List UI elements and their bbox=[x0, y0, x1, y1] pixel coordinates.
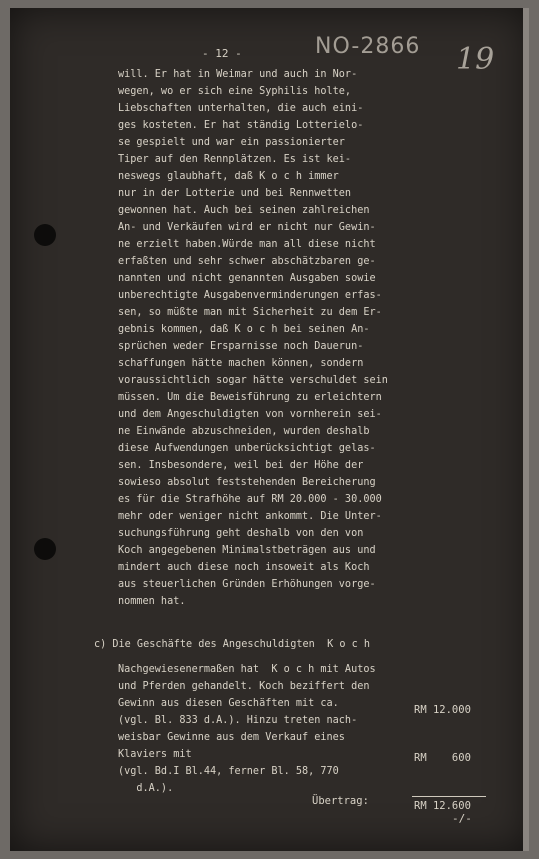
document-page bbox=[10, 8, 529, 851]
text-line: weisbar Gewinne aus dem Verkauf eines bbox=[118, 732, 345, 743]
amount-klavier: RM 600 bbox=[414, 752, 471, 764]
text-line: es für die Strafhöhe auf RM 20.000 - 30.000 bbox=[118, 494, 382, 505]
text-line: unberechtigte Ausgabenverminderungen erfas- bbox=[118, 290, 382, 301]
text-line: gebnis kommen, daß K o c h bei seinen An- bbox=[118, 324, 370, 335]
uebertrag-amount: RM 12.600 bbox=[414, 800, 471, 812]
page-number: - 12 - bbox=[202, 47, 242, 60]
text-line: aus steuerlichen Gründen Erhöhungen vorge- bbox=[118, 579, 376, 590]
text-line: sen, so müßte man mit Sicherheit zu dem Er- bbox=[118, 307, 382, 318]
text-line: will. Er hat in Weimar und auch in Nor- bbox=[118, 69, 358, 80]
text-line: gewonnen hat. Auch bei seinen zahlreichen bbox=[118, 205, 370, 216]
text-line: (vgl. Bd.I Bl.44, ferner Bl. 58, 770 bbox=[118, 766, 339, 777]
page-edge bbox=[523, 8, 529, 851]
text-line: sprüchen weder Ersparnisse noch Dauerun- bbox=[118, 341, 364, 352]
text-line: müssen. Um die Beweisführung zu erleichtern bbox=[118, 392, 382, 403]
body-paragraph bbox=[118, 66, 388, 610]
amount-autos-pferde: RM 12.000 bbox=[414, 704, 471, 716]
text-line: suchungsführung geht deshalb von den von bbox=[118, 528, 364, 539]
text-line: ne Einwände abzuschneiden, wurden deshalb bbox=[118, 426, 370, 437]
text-line: Liebschaften unterhalten, die auch eini- bbox=[118, 103, 364, 114]
text-line: Nachgewiesenermaßen hat K o c h mit Autos bbox=[118, 664, 376, 675]
text-line: voraussichtlich sogar hätte verschuldet sein bbox=[118, 375, 388, 386]
text-line: wegen, wo er sich eine Syphilis holte, bbox=[118, 86, 352, 97]
text-line: (vgl. Bl. 833 d.A.). Hinzu treten nach- bbox=[118, 715, 358, 726]
sum-rule bbox=[412, 796, 486, 797]
text-line: Tiper auf den Rennplätzen. Es ist kei- bbox=[118, 154, 352, 165]
uebertrag-dash: -/- bbox=[452, 812, 472, 825]
text-line: diese Aufwendungen unberücksichtigt gelas- bbox=[118, 443, 376, 454]
handwritten-folio-number: 19 bbox=[456, 42, 495, 77]
text-line: ne erzielt haben.Würde man all diese nicht bbox=[118, 239, 376, 250]
text-line: se gespielt und war ein passionierter bbox=[118, 137, 345, 148]
text-line: neswegs glaubhaft, daß K o c h immer bbox=[118, 171, 339, 182]
text-line: Koch angegebenen Minimalstbeträgen aus und bbox=[118, 545, 376, 556]
section-c-paragraph bbox=[118, 661, 376, 797]
text-line: Gewinn aus diesen Geschäften mit ca. bbox=[118, 698, 339, 709]
text-line: schaffungen hätte machen können, sondern bbox=[118, 358, 364, 369]
punch-hole-top bbox=[34, 224, 56, 246]
text-line: und dem Angeschuldigten von vornherein sei- bbox=[118, 409, 382, 420]
text-line: nommen hat. bbox=[118, 596, 186, 607]
punch-hole-bottom bbox=[34, 538, 56, 560]
text-line: d.A.). bbox=[118, 783, 174, 794]
text-line: mindert auch diese noch insoweit als Koch bbox=[118, 562, 370, 573]
text-line: ges kosteten. Er hat ständig Lotterielo- bbox=[118, 120, 364, 131]
text-line: nannten und nicht genannten Ausgaben sowie bbox=[118, 273, 376, 284]
section-c-heading: c) Die Geschäfte des Angeschuldigten K o c h bbox=[94, 639, 371, 650]
text-line: mehr oder weniger nicht ankommt. Die Unter- bbox=[118, 511, 382, 522]
text-line: nur in der Lotterie und bei Rennwetten bbox=[118, 188, 352, 199]
text-line: sen. Insbesondere, weil bei der Höhe der bbox=[118, 460, 364, 471]
text-line: sowieso absolut feststehenden Bereicherung bbox=[118, 477, 376, 488]
uebertrag-label: Übertrag: bbox=[312, 795, 369, 807]
text-line: An- und Verkäufen wird er nicht nur Gewin- bbox=[118, 222, 376, 233]
text-line: erfaßten und sehr schwer abschätzbaren ge- bbox=[118, 256, 376, 267]
text-line: und Pferden gehandelt. Koch beziffert den bbox=[118, 681, 370, 692]
text-line: Klaviers mit bbox=[118, 749, 192, 760]
document-stamp: NO-2866 bbox=[315, 34, 421, 59]
